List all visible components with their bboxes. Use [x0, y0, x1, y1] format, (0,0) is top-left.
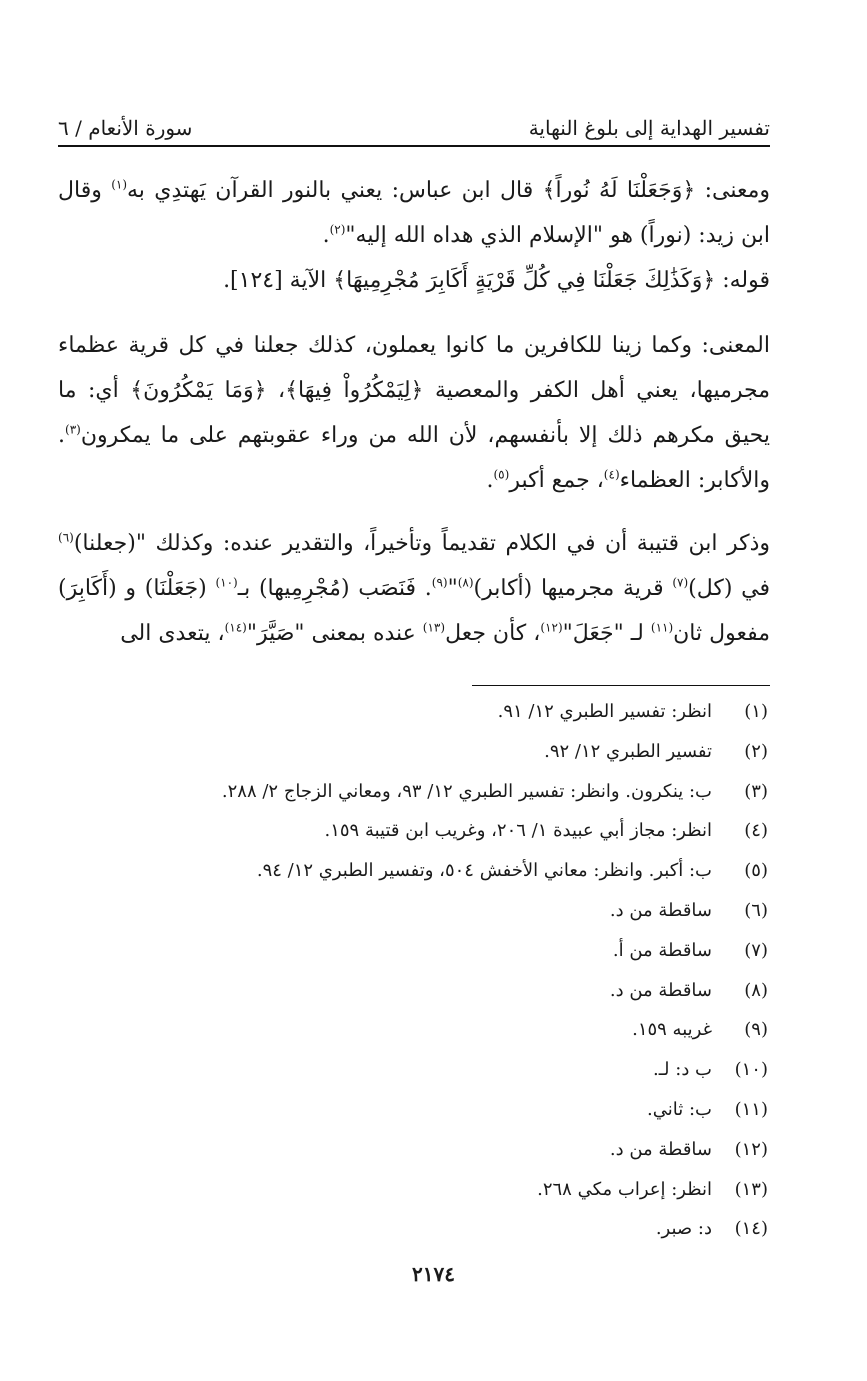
footnote-ref: (٩) [431, 575, 448, 590]
footnote-text: انظر: تفسير الطبري ١٢/ ٩١. [497, 701, 712, 722]
running-header [58, 110, 770, 140]
footnote-item [58, 1209, 770, 1249]
footnote-item [58, 891, 770, 931]
footnote-number: (٢) [744, 740, 768, 762]
surah-label: سورة الأنعام / ٦ [58, 116, 193, 140]
footnote-text: ب د: لـ. [653, 1059, 712, 1081]
footnote-text: ساقطة من د. [609, 899, 712, 921]
footnote-item [58, 851, 770, 891]
footnote-number: (٦) [744, 899, 768, 921]
page-number: ٢١٧٤ [412, 1262, 455, 1286]
footnote-text: ساقطة من د. [609, 979, 712, 1001]
text-run: ، جمع أكبر [509, 468, 604, 493]
footnote-item [58, 1090, 770, 1130]
footnote-text: غريبه ١٥٩. [632, 1019, 712, 1041]
footnote-number: (١) [744, 701, 768, 722]
text-run: وقال ابن زيد: (نوراً) هو "الإسلام الذي هداه الله إليه" [58, 178, 770, 248]
footnote-ref: (١٤) [224, 620, 247, 635]
paragraph-4 [58, 521, 770, 656]
footnote-ref: (٧) [672, 575, 689, 590]
paragraph-1 [58, 168, 770, 258]
footnote-item [58, 732, 770, 772]
footnote-text: ب: أكبر. وانظر: معاني الأخفش ٥٠٤، وتفسير الطبري ١٢/ ٩٤. [256, 860, 712, 882]
footnote-ref: (٨) [457, 575, 474, 590]
footnote-number: (٤) [744, 820, 768, 842]
footnote-text: انظر: إعراب مكي ٢٦٨. [537, 1178, 712, 1200]
main-text [58, 168, 770, 656]
footnote-item [58, 1010, 770, 1050]
footnote-number: (٩) [744, 1019, 768, 1041]
footnote-number: (١٠) [734, 1059, 768, 1081]
footnote-number: (٨) [744, 979, 768, 1001]
footnote-text: ساقطة من د. [609, 1138, 712, 1160]
footnote-text: د: صبر. [655, 1218, 712, 1240]
text-run: ومعنى: ﴿وَجَعَلْنَا لَهُ نُوراً﴾ قال ابن عباس: يعني بالنور القرآن يَهتدِي به [127, 178, 770, 203]
footnote-number: (٧) [744, 939, 768, 961]
footnote-ref: (٣) [65, 422, 81, 437]
footnote-ref: (٦) [58, 530, 74, 545]
footnote-text: ب: ثاني. [647, 1098, 712, 1120]
footnote-text: ب: ينكرون. وانظر: تفسير الطبري ١٢/ ٩٣، ومعاني الزجاج ٢/ ٢٨٨. [221, 780, 712, 802]
footnotes-list [58, 692, 770, 1249]
footnote-ref: (٥) [493, 467, 510, 482]
footnote-ref: (١٠) [215, 575, 238, 590]
footnote-number: (٣) [744, 780, 768, 802]
text-run: وذكر ابن قتيبة أن في الكلام تقديماً وتأخيراً، والتقدير عنده: وكذلك "(جعلنا) [73, 531, 770, 556]
footnote-item [58, 1050, 770, 1090]
text-run: في (كل) [688, 576, 770, 601]
footnote-item [58, 811, 770, 851]
footnote-text: ساقطة من أ. [612, 939, 712, 961]
footnote-item [58, 931, 770, 971]
text-run: (جَعَلْنَا) و (أَكَابِرَ) مفعول ثان [58, 576, 770, 646]
footnote-item [58, 1170, 770, 1210]
text-run: . [322, 223, 330, 248]
footnote-ref: (٤) [603, 467, 620, 482]
footnote-item [58, 692, 770, 732]
text-run: لـ "جَعَلَ" [562, 621, 651, 646]
footnote-text: تفسير الطبري ١٢/ ٩٢. [544, 740, 712, 762]
footnote-ref: (٢) [329, 222, 346, 237]
text-run: . والأكابر: العظماء [58, 423, 770, 493]
footnote-number: (١٤) [734, 1218, 768, 1240]
text-run: المعنى: وكما زينا للكافرين ما كانوا يعملون، كذلك جعلنا في كل قرية عظماء مجرميها، يعني أهل الكفر والمعصية ﴿لِيَمْكُرُواْ فِيهَا﴾، ﴿وَمَا يَمْكُرُونَ﴾ أي: ما يحيق مكرهم ذلك إلا بأنفسهم، لأن الله من وراء عقوبتهم على ما يمكرون [58, 333, 770, 448]
footnote-number: (١٣) [734, 1178, 768, 1200]
text-run: . فَنَصَب (مُجْرِمِيها) بـ [237, 576, 432, 601]
text-run: . [486, 468, 494, 493]
book-title: تفسير الهداية إلى بلوغ النهاية [528, 116, 770, 140]
footnote-ref: (١) [111, 177, 128, 192]
footnote-number: (١١) [734, 1098, 768, 1120]
paragraph-3 [58, 323, 770, 503]
footnote-item [58, 1130, 770, 1170]
footnote-ref: (١٢) [540, 620, 563, 635]
footnote-ref: (١٣) [422, 620, 446, 635]
verse-paragraph: قوله: ﴿وَكَذَٰلِكَ جَعَلْنَا فِي كُلِّ قَرْيَةٍ أَكَابِرَ مُجْرِمِيهَا﴾ الآية [١٢٤]. [223, 268, 770, 293]
footnote-item [58, 772, 770, 812]
text-run: ، يتعدى الى [120, 621, 225, 646]
footnote-separator [472, 685, 770, 686]
text-run: عنده بمعنى "صَيَّرَ" [246, 621, 423, 646]
footnote-text: انظر: مجاز أبي عبيدة ١/ ٢٠٦، وغريب ابن قتيبة ١٥٩. [324, 820, 712, 842]
text-run: ، كأن جعل [445, 621, 541, 646]
footnote-number: (٥) [744, 860, 768, 882]
text-run: " [447, 576, 458, 601]
text-run: قرية مجرميها (أكابر) [473, 576, 673, 601]
footnote-item [58, 971, 770, 1011]
header-rule [58, 145, 770, 147]
footnote-ref: (١١) [650, 620, 674, 635]
footnote-number: (١٢) [734, 1138, 768, 1160]
